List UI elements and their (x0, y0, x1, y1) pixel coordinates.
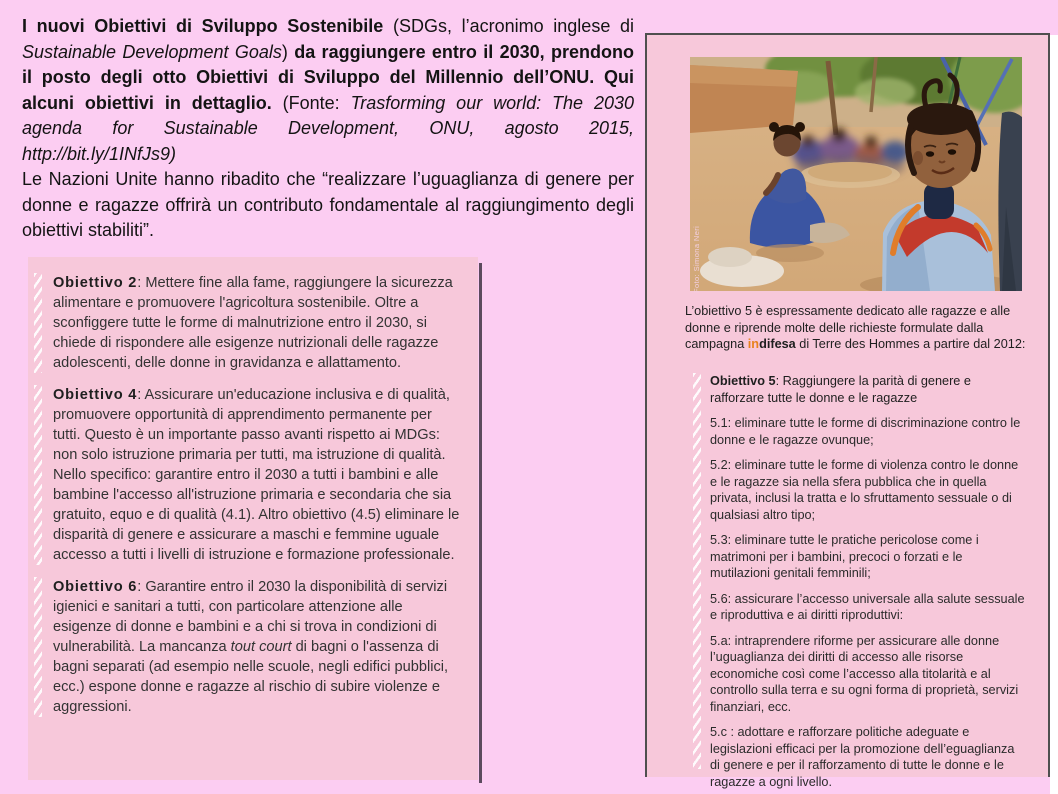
text-run: di Terre des Hommes a partire dal 2012: (795, 337, 1026, 351)
stripe-ribbon (34, 273, 42, 373)
objective-title: Obiettivo 6 (53, 579, 138, 595)
text-run: (SDGs, l’acronimo inglese di (392, 16, 634, 36)
text-run: di bagni o l'assenza di bagni separati (ad esempio nelle scuole, negli edifici pubblici, ecc.) espone donne e ragazze al rischio di subire violenze e aggressioni. (53, 639, 449, 715)
text-run: Trasforming our world: The 2030 agenda for Sustainable Development, ONU, agosto 2015, http://bit.ly/1INfJs9) (22, 92, 635, 164)
objective-text (53, 385, 462, 565)
intro-paragraph-2: Le Nazioni Unite hanno ribadito che “realizzare l’uguaglianza di genere per donne e ragazze offrirà un contributo fondamentale al raggiungimento degli obiettivi stabiliti”. (22, 169, 634, 240)
text-run: tout court (230, 639, 292, 655)
photo-credit: Foto: Simona Neri (692, 225, 701, 293)
text-run: in (747, 337, 760, 351)
right-panel (645, 33, 1050, 789)
objective-section (34, 577, 462, 717)
objective-title: Obiettivo 2 (53, 275, 138, 291)
objective5-item: 5.a: intraprendere riforme per assicurare alle donne l’uguaglianza dei diritti di accesso alle risorse economiche così come l’accesso alla titolarità e al controllo sulla terra e su ogni forma di proprietà, servizi finanziari, ecc. (710, 633, 1019, 714)
text-run: ) (281, 41, 295, 62)
photo-caption (685, 303, 1027, 353)
objective5-items (710, 415, 1025, 790)
stripe-ribbon (34, 385, 42, 565)
objective5-item: 5.c : adottare e rafforzare politiche adeguate e legislazioni efficaci per la promozione dell’eguaglianza di genere e per il rafforzamento di tutte le donne e le ragazze a ogni livello. (710, 725, 1015, 789)
objective5-item: 5.6: assicurare l’accesso universale alla salute sessuale e riproduttiva e ai diritti riproduttivi: (710, 591, 1025, 622)
objective5-heading (710, 373, 1025, 406)
page-edge (1050, 35, 1058, 794)
text-run: : Assicurare un'educazione inclusiva e di qualità, promuovere opportunità di apprendimento permanente per tutti. Questo è un importante passo avanti rispetto ai MDGs: non solo istruzione primaria per tutti, ma istruzione di qualità. Nello specifico: garantire entro il 2030 a tutti i bambini e alle bambine l'accesso all'istruzione primaria e secondaria che sia gratuito, equo e di qualità (4.1). Altro obiettivo (4.5) eliminare le disparità di genere e assicurare a maschi e femmine uguale accesso a tutti i livelli di istruzione e formazione professionale. (53, 387, 460, 563)
text-run: : Garantire entro il 2030 la disponibilità di servizi igienici e sanitari a tutti, con particolare attenzione alle esigenze di donne e bambini e a chi si trova in condizioni di vulnerabilità. La mancanza (53, 579, 448, 655)
objectives-box (28, 257, 478, 780)
text-run: : Raggiungere la parità di genere e rafforzare tutte le donne e le ragazze (710, 374, 971, 405)
text-run: (Fonte: (282, 92, 351, 113)
text-run: Sustainable Development Goals (22, 41, 282, 62)
objective-section (34, 273, 462, 373)
intro-paragraph (22, 14, 634, 167)
text-run: I nuovi Obiettivi di Sviluppo Sostenibile (22, 16, 393, 36)
objective5-item: 5.3: eliminare tutte le pratiche pericolose come i matrimoni per i bambini, precoci o forzati e le mutilazioni genitali femminili; (710, 533, 979, 580)
objective-section (34, 385, 462, 565)
stripe-ribbon (34, 577, 42, 717)
objective-text (53, 577, 462, 717)
text-run: difesa (759, 337, 796, 351)
objective5-content (710, 373, 1025, 789)
objective-title: Obiettivo 4 (53, 387, 138, 403)
text-run: L’obiettivo 5 è espressamente dedicato alle ragazze e alle donne e riprende molte delle richieste formulate dalla campagna (685, 304, 1011, 351)
objective5-block (693, 373, 1025, 789)
children-photo (690, 57, 1022, 291)
stripe-ribbon (693, 373, 701, 769)
objective5-item: 5.1: eliminare tutte le forme di discriminazione contro le donne e le ragazze ovunque; (710, 416, 1021, 447)
text-run: da raggiungere entro il 2030, prendono il posto degli otto Obiettivi di Sviluppo del Millennio dell’ONU. Qui alcuni obiettivi in dettaglio. (22, 41, 635, 113)
objective5-title: Obiettivo 5 (710, 374, 776, 388)
intro-block (22, 14, 634, 244)
text-run: : Mettere fine alla fame, raggiungere la sicurezza alimentare e promuovere l'agricoltura sostenibile. Oltre a sconfiggere tutte le forme di malnutrizione entro il 2030, si chiede di rispondere alle esigenze nutrizionali delle ragazze adolescenti, delle donne in gravidanza e allattamento. (53, 275, 453, 371)
objective5-item: 5.2: eliminare tutte le forme di violenza contro le donne e le ragazze sia nella sfera pubblica che in quella privata, inclusi la tratta e lo sfruttamento sessuale o di qualsiasi altro tipo; (710, 458, 1019, 522)
objective-text (53, 273, 462, 373)
